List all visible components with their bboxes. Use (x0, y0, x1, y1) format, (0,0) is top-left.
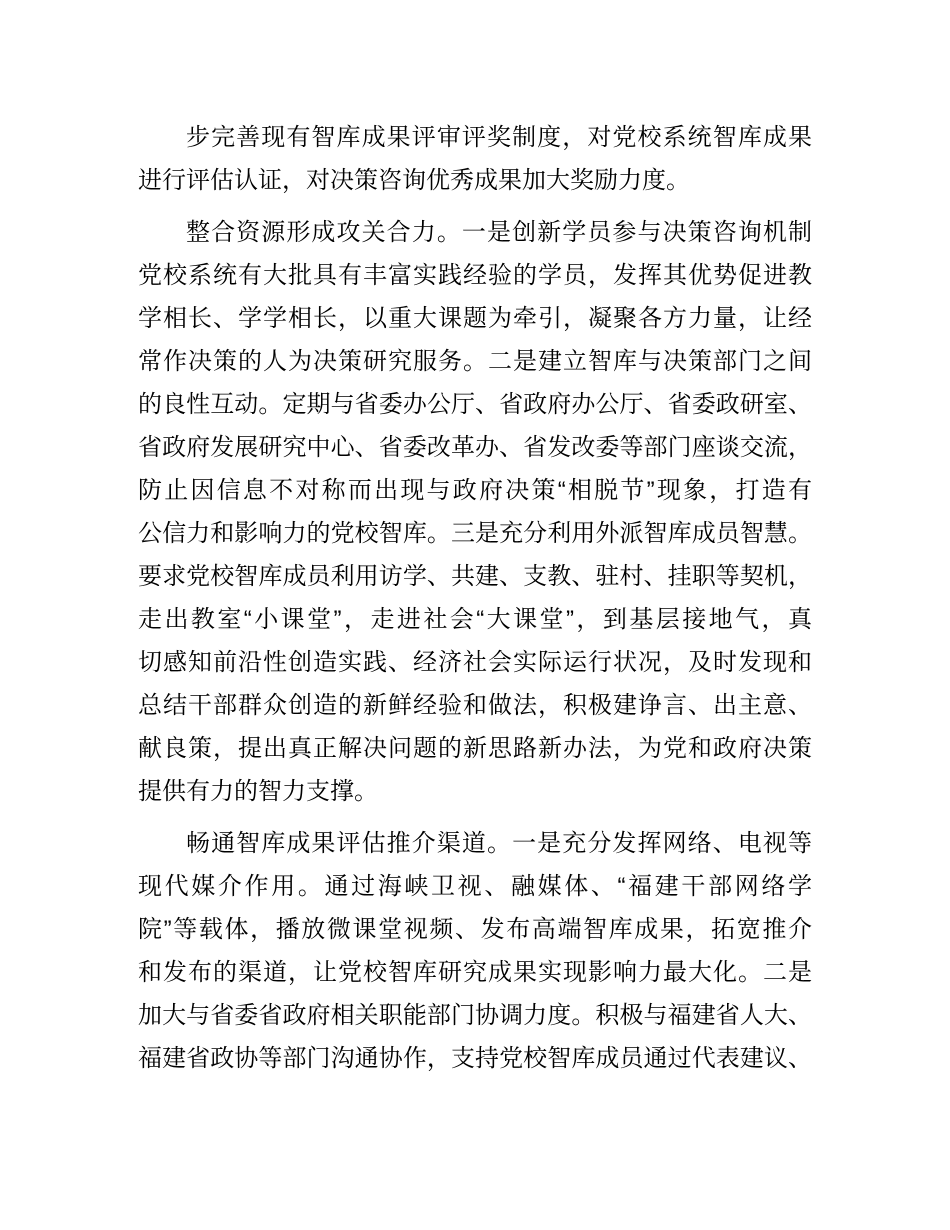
text-line: 省政府发展研究中心、省委改革办、省发改委等部门座谈交流， (138, 434, 812, 461)
document-body-text (138, 116, 812, 1080)
text-line: 献良策，提出真正解决问题的新思路新办法，为党和政府决策 (138, 735, 812, 762)
paragraph-1 (138, 116, 812, 202)
text-line: 加大与省委省政府相关职能部门协调力度。积极与福建省人大、 (138, 1002, 812, 1029)
text-line: 要求党校智库成员利用访学、共建、支教、驻村、挂职等契机， (138, 563, 812, 590)
text-line: 的良性互动。定期与省委办公厅、省政府办公厅、省委政研室、 (138, 391, 812, 418)
text-line: 福建省政协等部门沟通协作，支持党校智库成员通过代表建议、 (138, 1045, 812, 1072)
text-line: 公信力和影响力的党校智库。三是充分利用外派智库成员智慧。 (138, 520, 812, 547)
text-line: 和发布的渠道，让党校智库研究成果实现影响力最大化。二是 (138, 959, 812, 986)
text-line: 常作决策的人为决策研究服务。二是建立智库与决策部门之间 (138, 348, 812, 375)
text-line: 现代媒介作用。通过海峡卫视、融媒体、“福建干部网络学 (138, 873, 812, 900)
text-line: 切感知前沿性创造实践、经济社会实际运行状况，及时发现和 (138, 649, 812, 676)
text-line: 防止因信息不对称而出现与政府决策“相脱节”现象，打造有 (138, 477, 812, 504)
text-line: 整合资源形成攻关合力。一是创新学员参与决策咨询机制 (186, 219, 812, 246)
text-line: 院”等载体，播放微课堂视频、发布高端智库成果，拓宽推介 (138, 916, 812, 943)
paragraph-2 (138, 211, 812, 813)
paragraph-3 (138, 822, 812, 1080)
text-line: 走出教室“小课堂”，走进社会“大课堂”，到基层接地气，真 (138, 606, 812, 633)
text-line: 畅通智库成果评估推介渠道。一是充分发挥网络、电视等 (186, 830, 812, 857)
text-line: 学相长、学学相长，以重大课题为牵引，凝聚各方力量，让经 (138, 305, 812, 332)
text-line: 党校系统有大批具有丰富实践经验的学员，发挥其优势促进教 (138, 262, 812, 289)
text-line: 提供有力的智力支撑。 (138, 778, 378, 805)
text-line: 总结干部群众创造的新鲜经验和做法，积极建诤言、出主意、 (138, 692, 812, 719)
text-line: 步完善现有智库成果评审评奖制度，对党校系统智库成果 (186, 124, 812, 151)
text-line: 进行评估认证，对决策咨询优秀成果加大奖励力度。 (138, 167, 690, 194)
